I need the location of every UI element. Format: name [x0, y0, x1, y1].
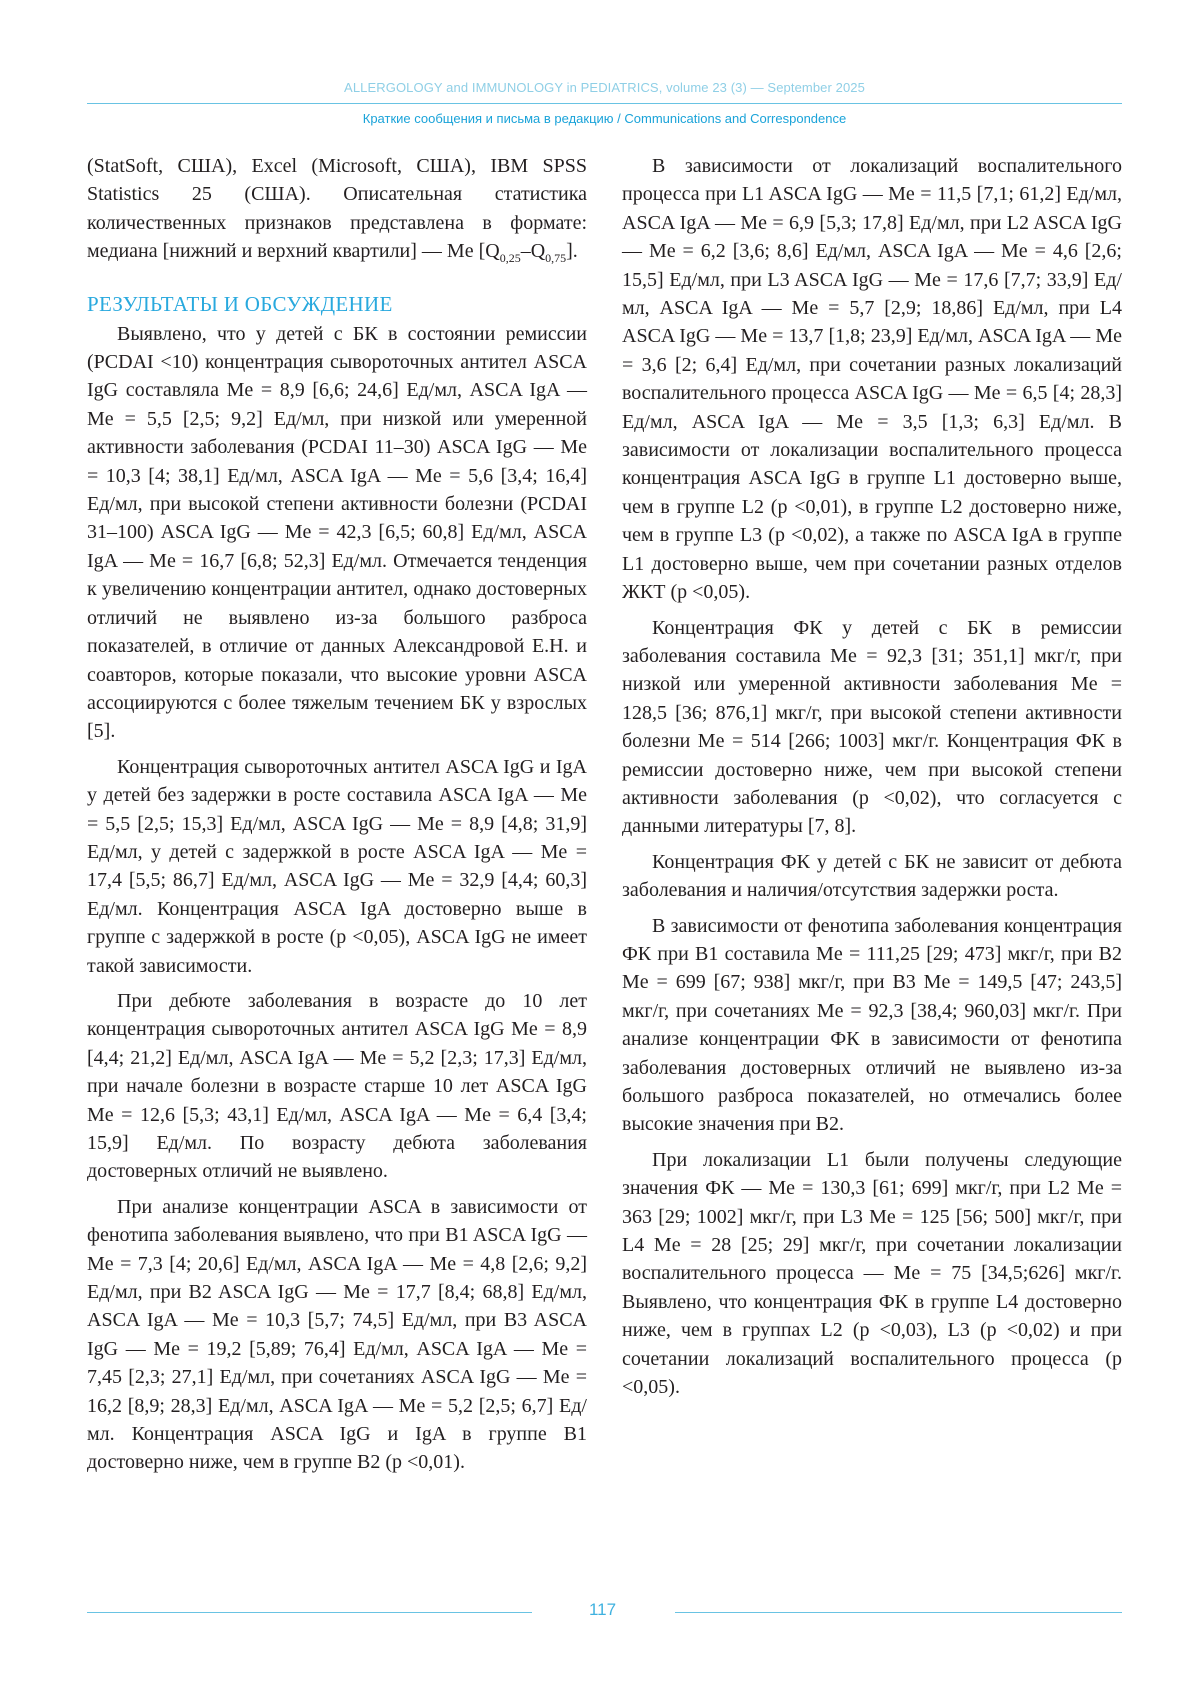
footer-rule-left — [87, 1612, 532, 1613]
paragraph-methods-stats: (StatSoft, США), Excel (Microsoft, США), IBM SPSS Statistics 25 (США). Описательная статистика количественных признаков представлена в формате: медиана [нижний и верхний квартили] — Me $[Q_{0,25}-Q_{0,75}]$. — [87, 155, 587, 266]
paragraph-asca-onset: При дебюте заболевания в возрасте до 10 лет концентрация сывороточных антител ASCA IgG Me = 8,9 [4,4; 21,2] Ед/мл, ASCA IgA — Me = 5,2 [2,3; 17,3] Ед/мл, при начале болезни в возрасте старше 10 лет ASCA IgG Me = 12,6 [5,3; 43,1] Ед/мл, ASCA IgA — Me = 6,4 [3,4; 15,9] Ед/мл. По возрасту дебюта заболевания достоверных отличий не выявлено. — [87, 989, 587, 1183]
running-header — [87, 80, 1122, 95]
paragraph-fc-localization: При локализации L1 были получены следующие значения ФК — Me = 130,3 [61; 699] мкг/г, при L2 Me = 363 [29; 1002] мкг/г, при L3 Me = 125 [56; 500] мкг/г, при L4 Me = 28 [25; 29] мкг/г, при сочетании локализации воспалительного процесса — Me = 75 [34,5;626] мкг/г. Выявлено, что концентрация ФК в группе L4 достоверно ниже, чем в группах L2 (p <0,03), L3 (p <0,02) и при сочетании локализаций воспалительного процесса (p <0,05). — [622, 1148, 1122, 1399]
section-title: Краткие сообщения и письма в редакцию / Communications and Correspondence — [362, 111, 847, 126]
paragraph-asca-growth: Концентрация сывороточных антител ASCA IgG и IgA у детей без задержки в росте составила ASCA IgA — Me = 5,5 [2,5; 15,3] Ед/мл, ASCA IgG — Me = 8,9 [4,8; 31,9] Ед/мл, у детей с задержкой в росте ASCA IgA — Me = 17,4 [5,5; 86,7] Ед/мл, ASCA IgG — Me = 32,9 [4,4; 60,3] Ед/мл. Концентрация ASCA IgA достоверно выше в группе с задержкой в росте (p <0,05), ASCA IgG не имеет такой зависимости. — [87, 755, 587, 977]
paragraph-asca-activity: Выявлено, что у детей с БК в состоянии ремиссии (PCDAI <10) концентрация сывороточных антител ASCA IgG составляла Me = 8,9 [6,6; 24,6] Ед/мл, ASCA IgA — Me = 5,5 [2,5; 9,2] Ед/мл, при низкой или умеренной активности заболевания (PCDAI 11–30) ASCA IgG — Me = 10,3 [4; 38,1] Ед/мл, ASCA IgA — Me = 5,6 [3,4; 16,4] Ед/мл, при высокой степени активности болезни (PCDAI 31–100) ASCA IgG — Me = 42,3 [6,5; 60,8] Ед/мл, ASCA IgA — Me = 16,7 [6,8; 52,3] Ед/мл. Отмечается тенденция к увеличению концентрации антител, однако достоверных отличий не выявлено из-за большого разброса показателей, в отличие от данных Александровой Е.Н. и соавторов, которые показали, что высокие уровни ASCA ассоциируются с более тяжелым течением БК у взрослых [5]. — [87, 322, 587, 743]
paragraph-asca-phenotype: При анализе концентрации ASCA в зависимости от фенотипа заболевания выявлено, что при B1 ASCA IgG — Me = 7,3 [4; 20,6] Ед/мл, ASCA IgA — Me = 4,8 [2,6; 9,2] Ед/мл, при B2 ASCA IgG — Me = 17,7 [8,4; 68,8] Ед/мл, ASCA IgA — Me = 10,3 [5,7; 74,5] Ед/мл, при B3 ASCA IgG — Me = 19,2 [5,89; 76,4] Ед/мл, ASCA IgA — Me = 7,45 [2,3; 27,1] Ед/мл, при сочетаниях ASCA IgG — Me = 16,2 [8,9; 28,3] Ед/мл, ASCA IgA — Me = 5,2 [2,5; 6,7] Ед/мл. Концентрация ASCA IgG и IgA в группе B1 достоверно ниже, чем в группе B2 (p <0,01). — [87, 1195, 587, 1474]
page-number: 117 — [588, 1600, 617, 1619]
paragraph-asca-localization: В зависимости от локализаций воспалительного процесса при L1 ASCA IgG — Me = 11,5 [7,1; 61,2] Ед/мл, ASCA IgA — Me = 6,9 [5,3; 17,8] Ед/мл, при L2 ASCA IgG — Me = 6,2 [3,6; 8,6] Ед/мл, ASCA IgA — Me = 4,6 [2,6; 15,5] Ед/мл, при L3 ASCA IgG — Me = 17,6 [7,7; 33,9] Ед/мл, ASCA IgA — Me = 5,7 [2,9; 18,86] Ед/мл, при L4 ASCA IgG — Me = 13,7 [1,8; 23,9] Ед/мл, ASCA IgA — Me = 3,6 [2; 6,4] Ед/мл, при сочетании разных локализаций воспалительного процесса ASCA IgG — Me = 6,5 [4; 28,3] Ед/мл, ASCA IgA — Me = 3,5 [1,3; 6,3] Ед/мл. В зависимости от локализации воспалительного процесса концентрация ASCA IgG в группе L1 достоверно выше, чем в группе L2 (p <0,01), в группе L2 достоверно ниже, чем в группе L3 (p <0,02), а также по ASCA IgA в группе L1 достоверно выше, чем при сочетании разных отделов ЖКТ (p <0,05). — [622, 155, 1122, 604]
paragraph-fc-phenotype: В зависимости от фенотипа заболевания концентрация ФК при B1 составила Me = 111,25 [29; 473] мкг/г, при B2 Me = 699 [67; 938] мкг/г, при B3 Me = 149,5 [47; 243,5] мкг/г, при сочетаниях Me = 92,3 [38,4; 960,03] мкг/г. При анализе концентрации ФК в зависимости от фенотипа заболевания достоверных отличий не выявлено из-за большого разброса показателей, но отмечались более высокие значения при B2. — [622, 914, 1122, 1136]
journal-title: ALLERGOLOGY and IMMUNOLOGY in PEDIATRICS, volume 23 (3) — September 2025 — [344, 80, 865, 95]
left-column — [87, 152, 587, 1477]
header-rule — [87, 103, 1122, 104]
right-column — [622, 152, 1122, 1401]
paragraph-fc-onset: Концентрация ФК у детей с БК не зависит от дебюта заболевания и наличия/отсутствия задержки роста. — [622, 850, 1122, 902]
results-heading: РЕЗУЛЬТАТЫ И ОБСУЖДЕНИЕ — [87, 291, 393, 316]
paragraph-fc-activity: Концентрация ФК у детей с БК в ремиссии заболевания составила Me = 92,3 [31; 351,1] мкг/г, при низкой или умеренной активности заболевания Me = 128,5 [36; 876,1] мкг/г, при высокой степени активности болезни Me = 514 [266; 1003] мкг/г. Концентрация ФК в ремиссии достоверно ниже, чем при высокой степени активности заболевания (p <0,02), что согласуется с данными литературы [7, 8]. — [622, 616, 1122, 838]
footer-rule-right — [675, 1612, 1122, 1613]
